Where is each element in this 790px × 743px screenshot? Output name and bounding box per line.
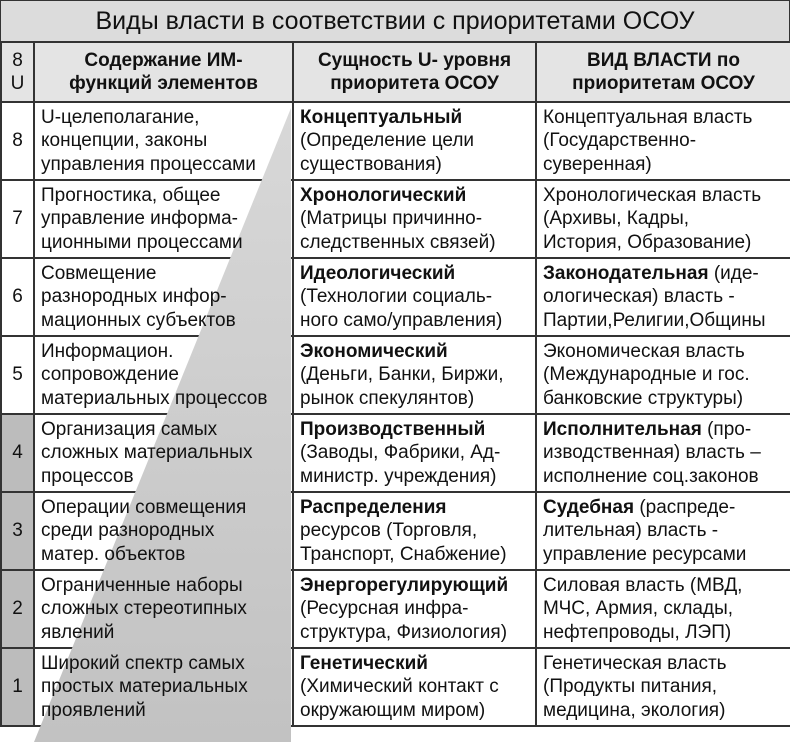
line-text: Экономическая власть — [543, 340, 745, 362]
level-number: 8 — [1, 102, 34, 180]
cell-line — [543, 699, 790, 723]
cell-line — [543, 285, 790, 309]
cell-line — [543, 387, 790, 411]
cell-line — [300, 418, 535, 442]
cell-line — [41, 106, 292, 130]
cell-line — [300, 441, 535, 465]
cell-line — [543, 340, 790, 364]
line-text: нефтепроводы, ЛЭП) — [543, 621, 732, 643]
level-number: 2 — [1, 570, 34, 648]
cell-line — [41, 675, 292, 699]
cell-line — [41, 519, 292, 543]
cell-line — [41, 597, 292, 621]
cell-line — [41, 574, 292, 598]
cell-line — [300, 543, 535, 567]
function-content-cell — [34, 492, 293, 570]
cell-line — [300, 129, 535, 153]
line-text: (Ресурсная инфра- — [300, 598, 469, 620]
level-essence-cell — [293, 258, 536, 336]
line-text: управления процессами — [41, 153, 256, 175]
cell-line — [543, 207, 790, 231]
bold-term: Производственный — [300, 418, 486, 440]
line-text: ресурсов (Торговля, — [300, 520, 478, 542]
line-text: сложных стереотипных — [41, 598, 247, 620]
line-text: Прогностика, общее — [41, 184, 221, 206]
line-text: Концептуальная власть — [543, 106, 753, 128]
header-level-line: U — [10, 73, 25, 94]
cell-line — [41, 207, 292, 231]
line-text: проявлений — [41, 699, 146, 721]
cell-line — [300, 262, 535, 286]
line-text: матер. объектов — [41, 543, 186, 565]
line-text: разнородных инфор- — [41, 286, 227, 308]
cell-line — [300, 309, 535, 333]
cell-line — [543, 309, 790, 333]
cell-line — [41, 184, 292, 208]
cell-line — [543, 496, 790, 520]
bold-term: Генетический — [300, 652, 428, 674]
cell-line — [41, 496, 292, 520]
level-essence-cell — [293, 180, 536, 258]
line-text: банковские структуры) — [543, 387, 744, 409]
line-text: (Заводы, Фабрики, Ад- — [300, 442, 501, 464]
cell-line — [41, 699, 292, 723]
cell-line — [41, 262, 292, 286]
header-row — [1, 42, 790, 102]
header-line: приоритета ОСОУ — [330, 73, 499, 94]
table-row — [1, 336, 790, 414]
header-line: приоритетам ОСОУ — [572, 73, 755, 94]
cell-line — [300, 387, 535, 411]
line-text: рынок спекулянтов) — [300, 387, 475, 409]
cell-line — [41, 153, 292, 177]
level-number: 3 — [1, 492, 34, 570]
power-types-table — [0, 41, 790, 727]
cell-line — [543, 153, 790, 177]
line-text: мационных субъектов — [41, 309, 236, 331]
cell-line — [300, 621, 535, 645]
line-text: медицина, экология) — [543, 699, 726, 721]
cell-line — [300, 340, 535, 364]
power-type-cell — [536, 336, 790, 414]
cell-line — [300, 699, 535, 723]
cell-line — [543, 106, 790, 130]
function-content-cell — [34, 570, 293, 648]
line-text: процессов — [41, 465, 134, 487]
cell-line — [543, 418, 790, 442]
bold-term: Концептуальный — [300, 106, 463, 128]
line-text: следственных связей) — [300, 231, 496, 253]
cell-line — [41, 465, 292, 489]
cell-line — [543, 129, 790, 153]
header-line: ВИД ВЛАСТИ по — [587, 49, 740, 71]
power-type-cell — [536, 102, 790, 180]
cell-line — [543, 231, 790, 255]
line-text: изводственная) власть – — [543, 442, 761, 464]
cell-line — [41, 418, 292, 442]
line-text: (иде- — [708, 262, 759, 284]
table-row — [1, 414, 790, 492]
function-content-cell — [34, 336, 293, 414]
line-text: Транспорт, Снабжение) — [300, 543, 507, 565]
line-text: сопровождение — [41, 364, 179, 386]
level-essence-cell — [293, 648, 536, 726]
header-line: функций элементов — [69, 73, 258, 94]
header-line: Сущность U- уровня — [317, 49, 512, 71]
level-number: 6 — [1, 258, 34, 336]
line-text: U-целеполагание, — [41, 106, 200, 128]
cell-line — [543, 262, 790, 286]
level-essence-cell — [293, 336, 536, 414]
line-text: сложных материальных — [41, 442, 253, 464]
cell-line — [41, 441, 292, 465]
bold-term: Идеологический — [300, 262, 456, 284]
cell-line — [543, 184, 790, 208]
line-text: управление информа- — [41, 208, 239, 230]
power-type-cell — [536, 492, 790, 570]
table-row — [1, 570, 790, 648]
level-essence-cell — [293, 492, 536, 570]
cell-line — [543, 465, 790, 489]
cell-line — [300, 153, 535, 177]
line-text: Информацион. — [41, 340, 174, 362]
power-type-cell — [536, 258, 790, 336]
cell-line — [41, 231, 292, 255]
line-text: окружающим миром) — [300, 699, 486, 721]
power-type-cell — [536, 180, 790, 258]
line-text: Операции совмещения — [41, 496, 247, 518]
table-title: Виды власти в соответствии с приоритетами ОСОУ — [0, 0, 790, 42]
line-text: Партии,Религии,Общины — [543, 309, 766, 331]
function-content-cell — [34, 102, 293, 180]
level-essence-cell — [293, 102, 536, 180]
bold-term: Судебная — [543, 496, 635, 518]
cell-line — [543, 574, 790, 598]
line-text: управление ресурсами — [543, 543, 747, 565]
line-text: Совмещение — [41, 262, 157, 284]
cell-line — [300, 106, 535, 130]
line-text: исполнение соц.законов — [543, 465, 759, 487]
function-content-cell — [34, 648, 293, 726]
power-type-cell — [536, 414, 790, 492]
cell-line — [41, 387, 292, 411]
line-text: (про- — [701, 418, 752, 440]
line-text: среди разнородных — [41, 520, 215, 542]
level-number: 4 — [1, 414, 34, 492]
cell-line — [543, 363, 790, 387]
header-power-type — [536, 42, 790, 102]
line-text: (Государственно- — [543, 130, 697, 152]
table-row — [1, 648, 790, 726]
bold-term: Экономический — [300, 340, 448, 362]
level-essence-cell — [293, 414, 536, 492]
line-text: (Технологии социаль- — [300, 286, 493, 308]
line-text: Организация самых — [41, 418, 218, 440]
cell-line — [41, 652, 292, 676]
table-row — [1, 258, 790, 336]
header-line: Содержание ИМ- — [84, 49, 243, 71]
cell-line — [300, 184, 535, 208]
cell-line — [543, 543, 790, 567]
function-content-cell — [34, 258, 293, 336]
cell-line — [300, 496, 535, 520]
power-type-cell — [536, 648, 790, 726]
cell-line — [300, 675, 535, 699]
cell-line — [300, 285, 535, 309]
line-text: (Матрицы причинно- — [300, 208, 483, 230]
table-row — [1, 180, 790, 258]
line-text: Хронологическая власть — [543, 184, 762, 206]
cell-line — [300, 574, 535, 598]
line-text: ологическая) власть - — [543, 286, 735, 308]
line-text: суверенная) — [543, 153, 652, 175]
cell-line — [41, 340, 292, 364]
power-type-cell — [536, 570, 790, 648]
table-row — [1, 492, 790, 570]
cell-line — [543, 519, 790, 543]
line-text: Широкий спектр самых — [41, 652, 245, 674]
line-text: структура, Физиология) — [300, 621, 508, 643]
cell-line — [300, 519, 535, 543]
line-text: История, Образование) — [543, 231, 752, 253]
line-text: явлений — [41, 621, 115, 643]
bold-term: Исполнительная — [543, 418, 702, 440]
cell-line — [300, 231, 535, 255]
cell-line — [41, 543, 292, 567]
line-text: (распреде- — [634, 496, 736, 518]
line-text: МЧС, Армия, склады, — [543, 598, 734, 620]
line-text: ного само/управления) — [300, 309, 503, 331]
header-essence — [293, 42, 536, 102]
cell-line — [41, 129, 292, 153]
table-row — [1, 102, 790, 180]
cell-line — [41, 285, 292, 309]
line-text: лительная) власть - — [543, 520, 719, 542]
line-text: (Деньги, Банки, Биржи, — [300, 364, 504, 386]
level-number: 7 — [1, 180, 34, 258]
cell-line — [300, 363, 535, 387]
function-content-cell — [34, 414, 293, 492]
line-text: материальных процессов — [41, 387, 268, 409]
line-text: (Международные и гос. — [543, 364, 750, 386]
bold-term: Распределения — [300, 496, 447, 518]
level-essence-cell — [293, 570, 536, 648]
line-text: Силовая власть (МВД, — [543, 574, 743, 596]
line-text: Генетическая власть — [543, 652, 727, 674]
line-text: (Продукты питания, — [543, 676, 718, 698]
table-body — [1, 102, 790, 726]
bold-term: Хронологический — [300, 184, 467, 206]
function-content-cell — [34, 180, 293, 258]
cell-line — [543, 675, 790, 699]
cell-line — [41, 309, 292, 333]
line-text: Ограниченные наборы — [41, 574, 243, 596]
cell-line — [543, 597, 790, 621]
line-text: простых материальных — [41, 676, 248, 698]
cell-line — [543, 441, 790, 465]
line-text: (Определение цели — [300, 130, 475, 152]
header-level-line: 8 — [12, 49, 23, 71]
cell-line — [543, 652, 790, 676]
line-text: существования) — [300, 153, 442, 175]
bold-term: Законодательная — [543, 262, 709, 284]
cell-line — [543, 621, 790, 645]
header-content — [34, 42, 293, 102]
header-level — [1, 42, 34, 102]
line-text: (Архивы, Кадры, — [543, 208, 689, 230]
level-number: 5 — [1, 336, 34, 414]
cell-line — [300, 597, 535, 621]
line-text: ционными процессами — [41, 231, 243, 253]
level-number: 1 — [1, 648, 34, 726]
line-text: министр. учреждения) — [300, 465, 497, 487]
cell-line — [41, 363, 292, 387]
cell-line — [300, 207, 535, 231]
bold-term: Энергорегулирующий — [300, 574, 509, 596]
cell-line — [41, 621, 292, 645]
line-text: концепции, законы — [41, 130, 208, 152]
cell-line — [300, 465, 535, 489]
cell-line — [300, 652, 535, 676]
line-text: (Химический контакт с — [300, 676, 499, 698]
